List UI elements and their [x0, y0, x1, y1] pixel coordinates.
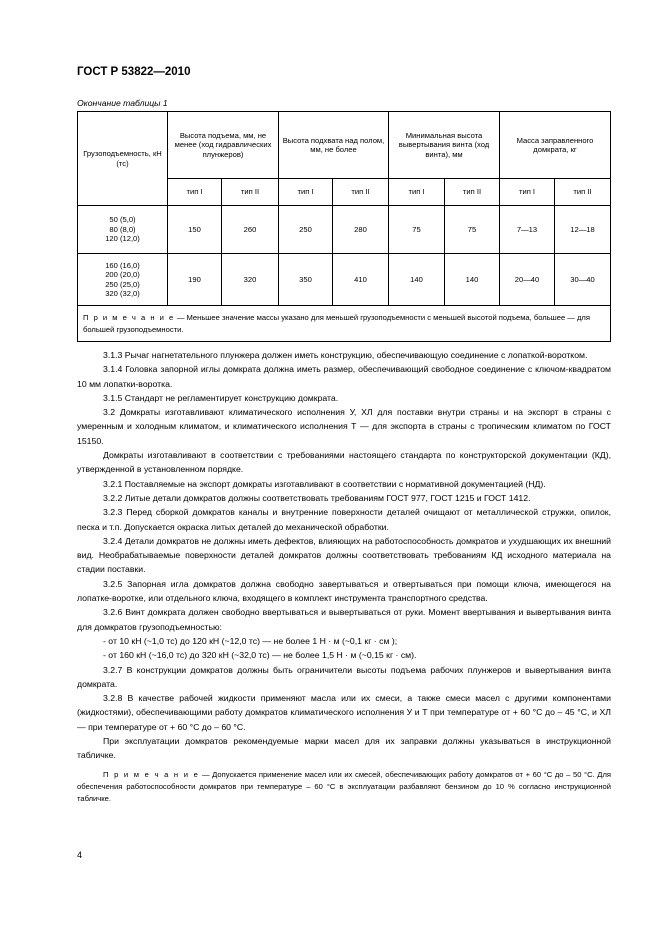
- capacity-value: 50 (5,0): [109, 215, 136, 225]
- col-header-min-screw: Минимальная высота вывертывания винта (ход винта), мм: [389, 112, 500, 179]
- capacity-value: 160 (16,0): [105, 260, 140, 270]
- capacity-value: 200 (20,0): [105, 270, 140, 280]
- list-item: - от 160 кН (~16,0 тс) до 320 кН (~32,0 тс) — не более 1,5 Н · м (~0,15 кг · см).: [103, 650, 417, 661]
- document-header: ГОСТ Р 53822—2010: [77, 66, 191, 78]
- table-cell: 260: [222, 206, 279, 254]
- list-item: - от 10 кН (~1,0 тс) до 120 кН (~12,0 тс) — не более 1 Н · м (~0,1 кг · см );: [103, 635, 398, 646]
- paragraph: 3.2.3 Перед сборкой домкратов каналы и внутренние поверхности деталей очищают от металлической стружки, опилок, песка и т.п. Допускается окраска литых деталей до механической обработки.: [77, 507, 611, 532]
- table-row: [78, 206, 611, 254]
- table-cell: 140: [389, 254, 445, 306]
- body-note: [77, 769, 611, 805]
- table-cell: 250: [279, 206, 333, 254]
- paragraph: 3.1.4 Головка запорной иглы домкрата должна иметь размер, обеспечивающий свободное соединение с ключом-квадратом 10 мм лопатки-воротка.: [77, 364, 611, 389]
- type-label: тип II: [555, 179, 611, 206]
- col-header-capacity: Грузоподъемность, кН (тс): [78, 112, 168, 206]
- paragraph: 3.2.2 Литые детали домкратов должны соответствовать требованиям ГОСТ 977, ГОСТ 1215 и ГОСТ 1412.: [103, 492, 531, 503]
- table-cell: 150: [168, 206, 222, 254]
- table-cell: 30—40: [555, 254, 611, 306]
- paragraph: 3.2.1 Поставляемые на экспорт домкраты изготавливают в соответствии с нормативной документацией (НД).: [103, 478, 546, 489]
- type-label: тип I: [279, 179, 333, 206]
- table-row: [78, 254, 611, 306]
- capacity-value: 250 (25,0): [105, 279, 140, 289]
- type-label: тип II: [333, 179, 389, 206]
- paragraph: 3.1.5 Стандарт не регламентирует конструкцию домкрата.: [103, 392, 339, 403]
- paragraph: При эксплуатации домкратов рекомендуемые марки масел для их заправки должны указываться в инструкционной табличке.: [77, 736, 611, 761]
- paragraph: 3.2 Домкраты изготавливают климатического исполнения У, ХЛ для поставки внутри страны и на экспорт в страны с умеренным и холодным климатом, и климатического исполнения Т — для экспорта в страны с тропическим климатом по ГОСТ 15150.: [77, 407, 611, 446]
- capacity-value: 120 (12,0): [105, 234, 140, 244]
- type-label: тип I: [389, 179, 445, 206]
- paragraph: Домкраты изготавливают в соответствии с требованиями настоящего стандарта по конструкторской документации (КД), утвержденной в установленном порядке.: [77, 450, 611, 475]
- col-header-mass: Масса заправленного домкрата, кг: [500, 112, 611, 179]
- table-cell: 12—18: [555, 206, 611, 254]
- type-label: тип II: [222, 179, 279, 206]
- table-cell: 75: [389, 206, 445, 254]
- note-text: — Допускается применение масел или их смесей, обеспечивающих работу домкратов от + 60 °С до – 50 °С. Для обеспечения работоспособности домкратов при температуре – 60 °С в эксплуатации разбавляют бензином до 10 % согласно инструкционной табличке.: [77, 769, 611, 803]
- paragraph: 3.2.6 Винт домкрата должен свободно ввертываться и вывертываться от руки. Момент ввертывания и вывертывания винта для домкратов грузоподъемностью:: [77, 607, 611, 632]
- col-header-pickup-height: Высота подхвата над полом, мм, не более: [279, 112, 389, 179]
- capacity-cell: [78, 206, 168, 254]
- paragraph: 3.2.4 Детали домкратов не должны иметь дефектов, влияющих на работоспособность домкратов и ухудшающих их внешний вид. Необрабатываемые поверхности деталей домкратов должны соответствовать требованиям КД исходного материала на стадии поставки.: [77, 535, 611, 575]
- table-cell: 280: [333, 206, 389, 254]
- paragraph: 3.1.3 Рычаг нагнетательного плунжера должен иметь конструкцию, обеспечивающую соединение с лопаткой-воротком.: [103, 350, 588, 360]
- note-text: — Меньшее значение массы указано для меньшей грузоподъемности с меньшей высотой подъема, большее — для большей грузоподъемности.: [83, 313, 590, 334]
- table-cell: 410: [333, 254, 389, 306]
- note-label: П р и м е ч а н и е: [83, 313, 175, 323]
- table-cell: 7—13: [500, 206, 555, 254]
- paragraph: 3.2.8 В качестве рабочей жидкости применяют масла или их смеси, а также смеси масел с другими компонентами (жидкостями), обеспечивающими работу домкратов климатического исполнения У и Т при температуре от + 60 °С до – 45 °С, и ХЛ — при температуре от + 60 °С до – 60 °С.: [77, 693, 611, 732]
- capacity-value: 320 (32,0): [105, 288, 140, 298]
- capacity-value: 80 (8,0): [109, 224, 136, 234]
- table-cell: 20—40: [500, 254, 555, 306]
- type-label: тип I: [500, 179, 555, 206]
- paragraph: 3.2.5 Запорная игла домкратов должна свободно завертываться и отвертываться при помощи ключа, имеющегося на лопатке-воротке, или отдельного ключа, входящего в комплект инструмента транспортного средства.: [77, 578, 611, 604]
- table-cell: 350: [279, 254, 333, 306]
- type-label: тип II: [445, 179, 500, 206]
- col-header-lift-height: Высота подъема, мм, не менее (ход гидравлических плунжеров): [168, 112, 279, 179]
- capacity-cell: [78, 254, 168, 306]
- table-cell: 140: [445, 254, 500, 306]
- body-text: [77, 348, 611, 805]
- type-label: тип I: [168, 179, 222, 206]
- page-number: 4: [77, 850, 83, 860]
- specs-table: [77, 111, 611, 342]
- paragraph: 3.2.7 В конструкции домкратов должны быть ограничители высоты подъема рабочих плунжеров и вывертывания винта домкрата.: [77, 664, 611, 689]
- table-caption: Окончание таблицы 1: [77, 98, 168, 108]
- table-cell: 320: [222, 254, 279, 306]
- table-cell: 75: [445, 206, 500, 254]
- table-cell: 190: [168, 254, 222, 306]
- note-label: П р и м е ч а н и е: [103, 769, 200, 779]
- table-note: [78, 306, 611, 342]
